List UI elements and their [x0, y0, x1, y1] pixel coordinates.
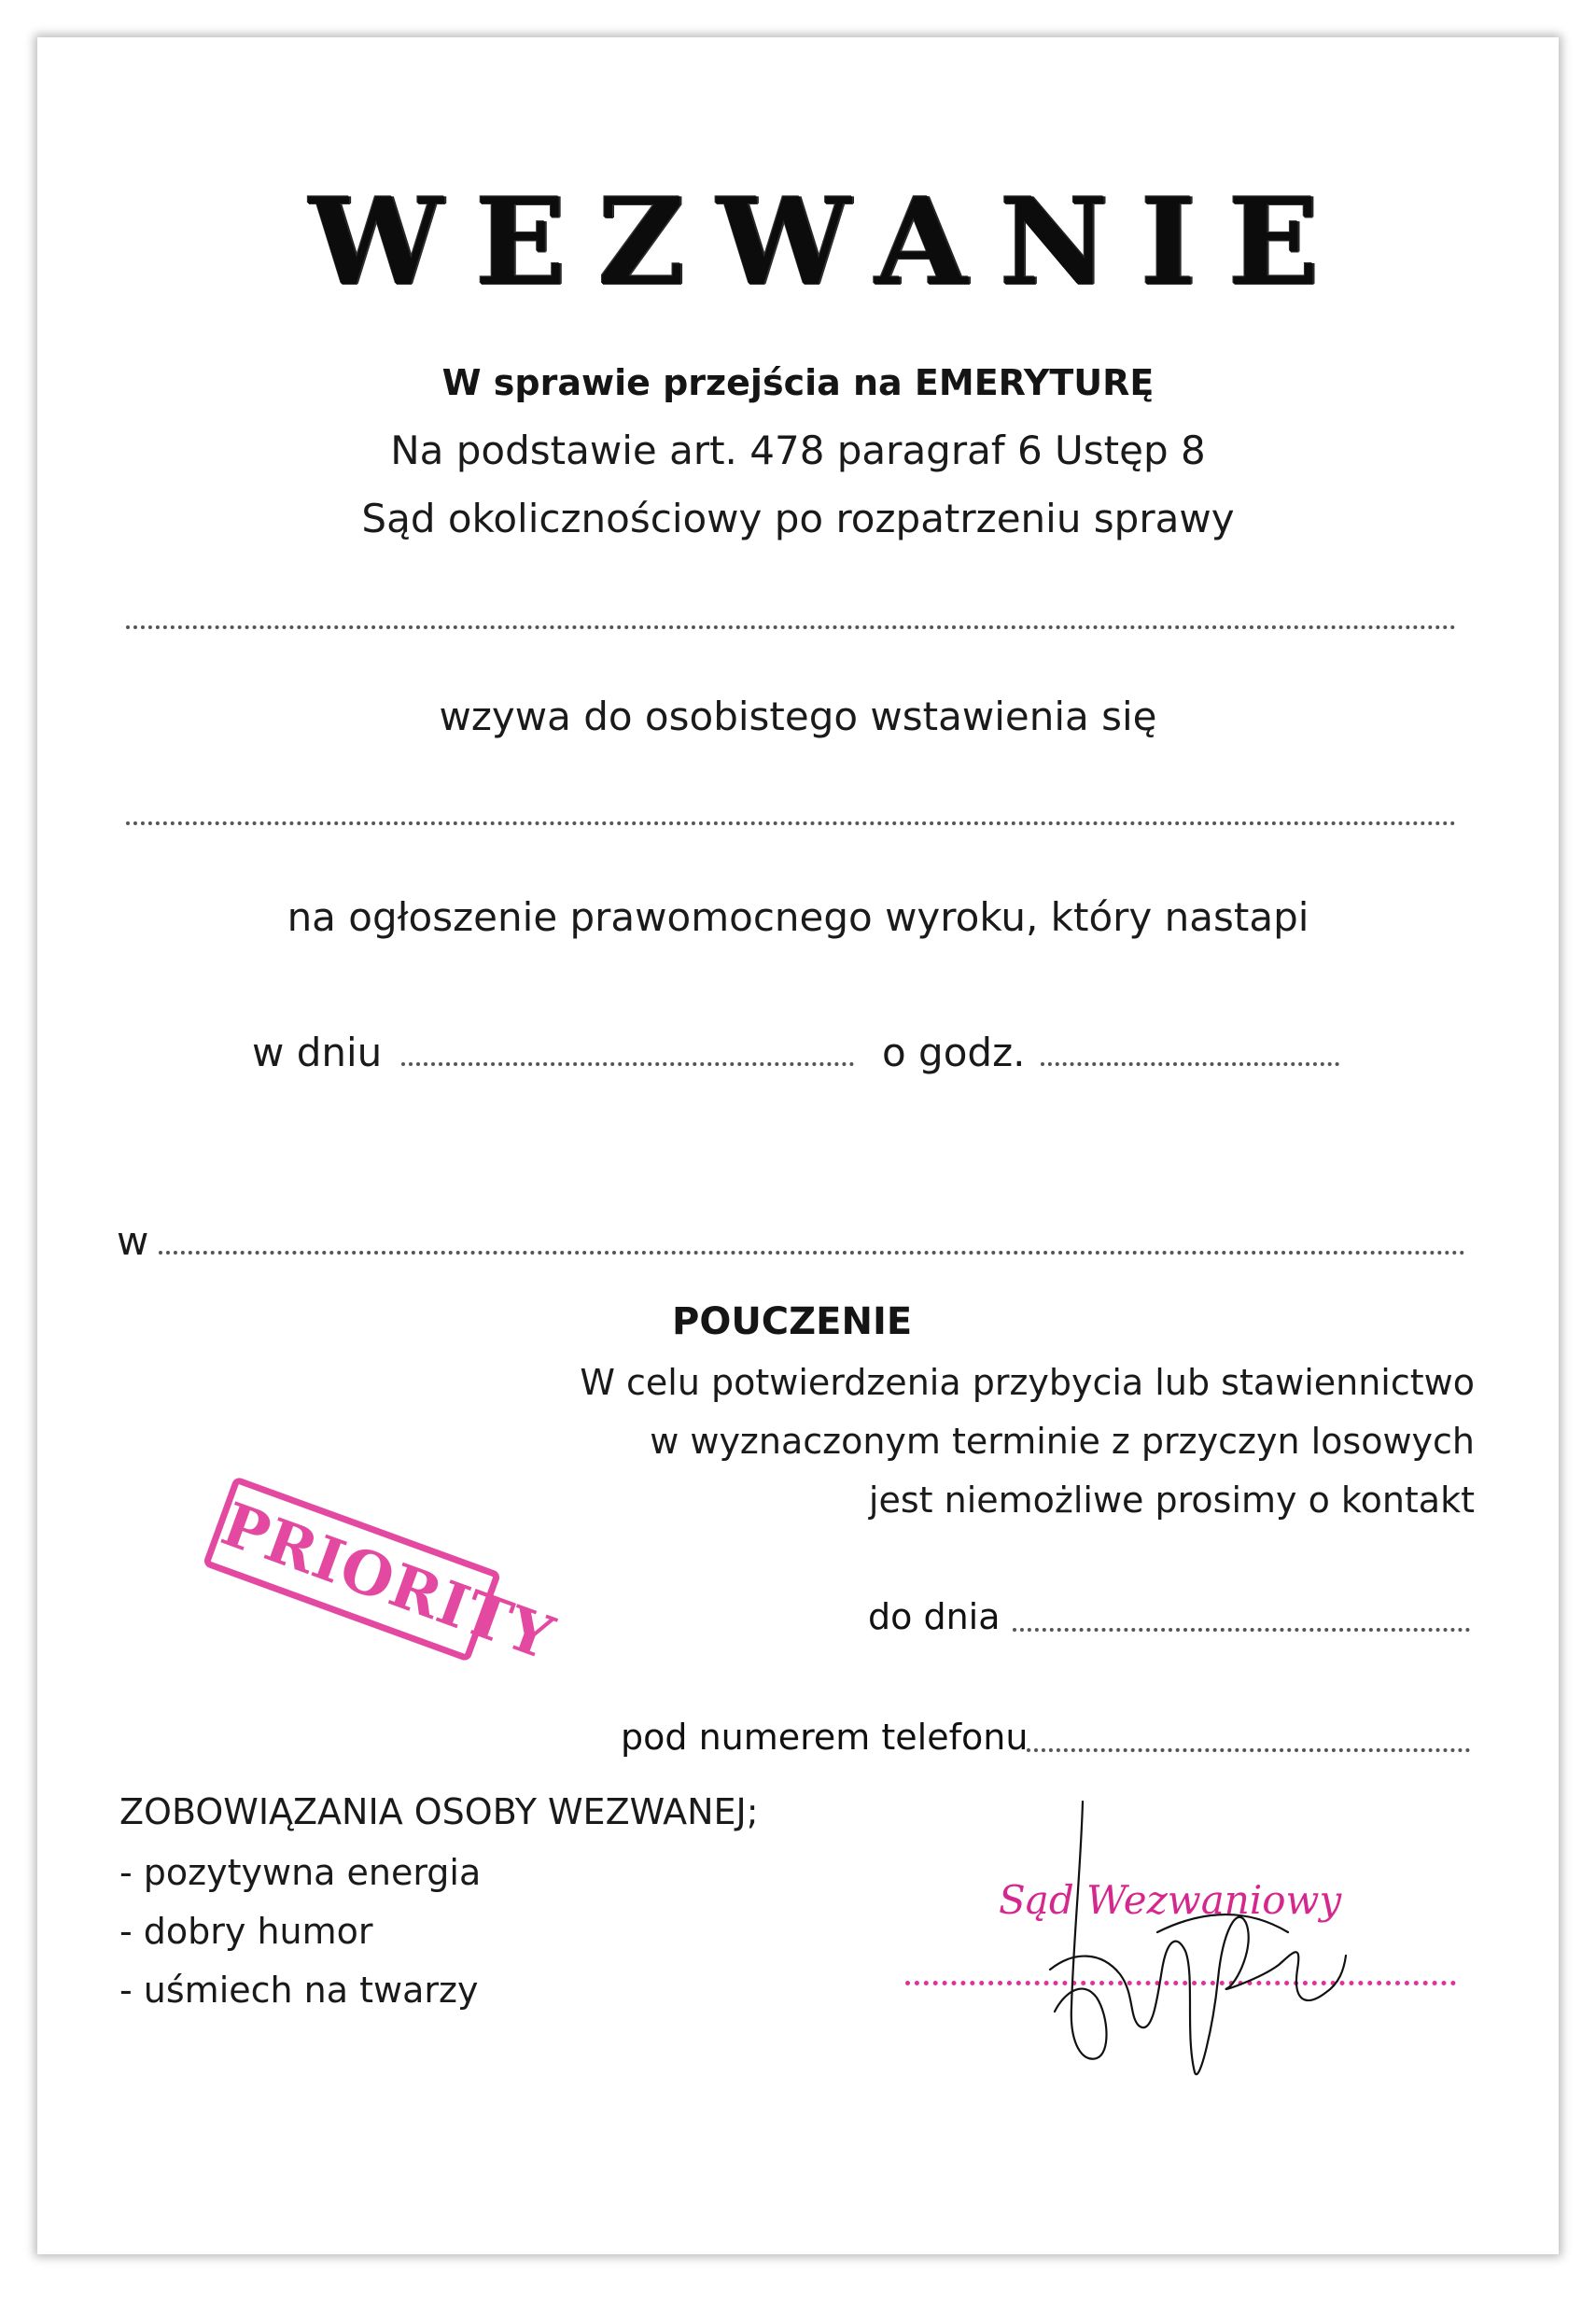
- phone-fill-line: [1027, 1748, 1470, 1752]
- obligation-item: - dobry humor: [119, 1911, 373, 1952]
- instruction-line: jest niemożliwe prosimy o kontakt: [868, 1480, 1475, 1521]
- obligation-item: - uśmiech na twarzy: [119, 1970, 479, 2011]
- place-fill-line: [159, 1251, 1465, 1255]
- court-name: Sąd Wezwaniowy: [999, 1877, 1342, 1923]
- deadline-label: do dnia: [868, 1596, 1001, 1637]
- phone-label: pod numerem telefonu: [621, 1717, 1029, 1758]
- name-fill-line: [126, 625, 1456, 629]
- deadline-fill-line: [1013, 1628, 1470, 1632]
- court-line: Sąd okolicznościowy po rozpatrzeniu sprawy: [361, 496, 1235, 541]
- instruction-line: w wyznaczonym terminie z przyczyn losowych: [650, 1421, 1475, 1462]
- obligation-item: - pozytywna energia: [119, 1852, 482, 1893]
- verdict-text: na ogłoszenie prawomocnego wyroku, który nastapi: [287, 894, 1309, 940]
- priority-stamp: PRIORITY: [203, 1476, 502, 1662]
- summons-document: [37, 37, 1559, 2254]
- recipient-fill-line: [126, 821, 1456, 825]
- obligations-heading: ZOBOWIĄZANIA OSOBY WEZWANEJ;: [119, 1791, 759, 1832]
- instruction-line: W celu potwierdzenia przybycia lub stawiennictwo: [580, 1362, 1475, 1403]
- instruction-heading: POUCZENIE: [672, 1300, 913, 1343]
- legal-basis: Na podstawie art. 478 paragraf 6 Ustęp 8: [390, 428, 1206, 473]
- summons-text: wzywa do osobistego wstawienia się: [439, 694, 1157, 739]
- date-fill-line: [401, 1062, 854, 1066]
- place-label: w: [117, 1218, 149, 1264]
- date-label: w dniu: [252, 1030, 383, 1075]
- handwritten-signature: [1045, 1792, 1353, 2082]
- document-title: WEZWANIE: [308, 173, 1351, 313]
- hour-fill-line: [1041, 1062, 1339, 1066]
- hour-label: o godz.: [882, 1030, 1026, 1075]
- document-subtitle: W sprawie przejścia na EMERYTURĘ: [441, 362, 1155, 403]
